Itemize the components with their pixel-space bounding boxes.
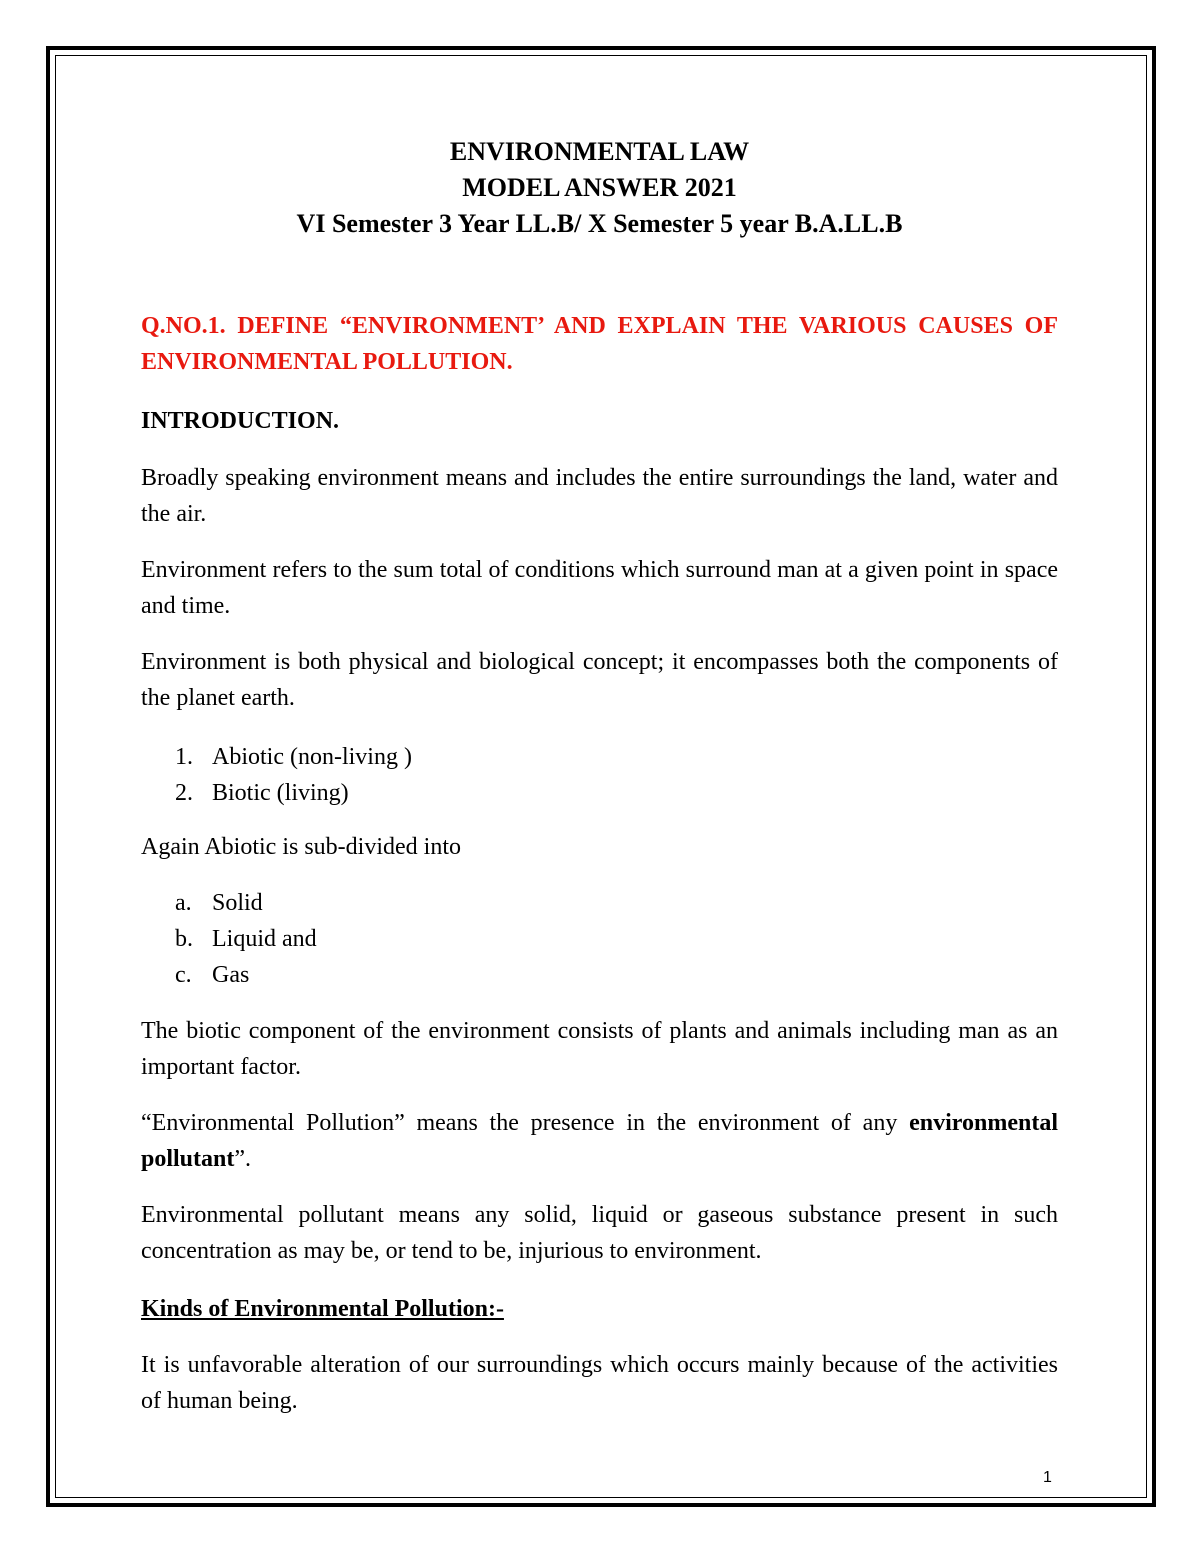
- abiotic-intro: Again Abiotic is sub-divided into: [141, 834, 461, 860]
- list-marker: 2.: [175, 780, 193, 806]
- list-marker: 1.: [175, 744, 193, 770]
- document-body: [141, 134, 1058, 1419]
- pollution-term: “Environmental Pollution”: [141, 1110, 405, 1136]
- list-item-text: Biotic (living): [212, 780, 349, 806]
- pollution-definition-middle: means the presence in the environment of any: [404, 1110, 910, 1136]
- list-item: [141, 957, 1058, 993]
- list-marker: a.: [175, 890, 192, 916]
- paragraph-pollution-definition: [141, 1105, 1058, 1177]
- header-course: VI Semester 3 Year LL.B/ X Semester 5 year B.A.LL.B: [296, 209, 903, 238]
- paragraph-environment-refers: Environment refers to the sum total of conditions which surround man at a given point in space and time.: [141, 557, 1058, 619]
- list-item-text: Liquid and: [212, 926, 317, 952]
- paragraph-kinds: It is unfavorable alteration of our surroundings which occurs mainly because of the activities of human being.: [141, 1352, 1058, 1414]
- components-list: [141, 739, 1058, 811]
- list-item: [141, 739, 1058, 775]
- list-item-text: Solid: [212, 890, 263, 916]
- list-item-text: Abiotic (non-living ): [212, 744, 412, 770]
- pollution-definition-end: ”.: [234, 1146, 252, 1172]
- list-item-text: Gas: [212, 962, 250, 988]
- list-marker: c.: [175, 962, 192, 988]
- list-item: [141, 775, 1058, 811]
- kinds-heading: Kinds of Environmental Pollution:-: [141, 1296, 504, 1322]
- header-title: ENVIRONMENTAL LAW: [449, 137, 750, 166]
- paragraph-environment-concept: Environment is both physical and biological concept; it encompasses both the components of the planet earth.: [141, 649, 1058, 711]
- paragraph-biotic-component: The biotic component of the environment consists of plants and animals including man as an important factor.: [141, 1018, 1058, 1080]
- introduction-heading: INTRODUCTION.: [141, 408, 340, 434]
- question-heading: Q.NO.1. DEFINE “ENVIRONMENT’ AND EXPLAIN THE VARIOUS CAUSES OF ENVIRONMENTAL POLLUTION.: [141, 313, 1058, 375]
- paragraph-pollutant-definition: Environmental pollutant means any solid, liquid or gaseous substance present in such concentration as may be, or tend to be, injurious to environment.: [141, 1202, 1058, 1264]
- document-header: [141, 134, 1058, 242]
- abiotic-list: [141, 885, 1058, 993]
- list-item: [141, 885, 1058, 921]
- pollution-definition-bold: environmental pollutant: [141, 1110, 1058, 1172]
- list-marker: b.: [175, 926, 193, 952]
- page-number: 1: [1043, 1469, 1052, 1486]
- paragraph-broadly-speaking: Broadly speaking environment means and includes the entire surroundings the land, water and the air.: [141, 465, 1058, 527]
- header-subtitle: MODEL ANSWER 2021: [462, 173, 737, 202]
- list-item: [141, 921, 1058, 957]
